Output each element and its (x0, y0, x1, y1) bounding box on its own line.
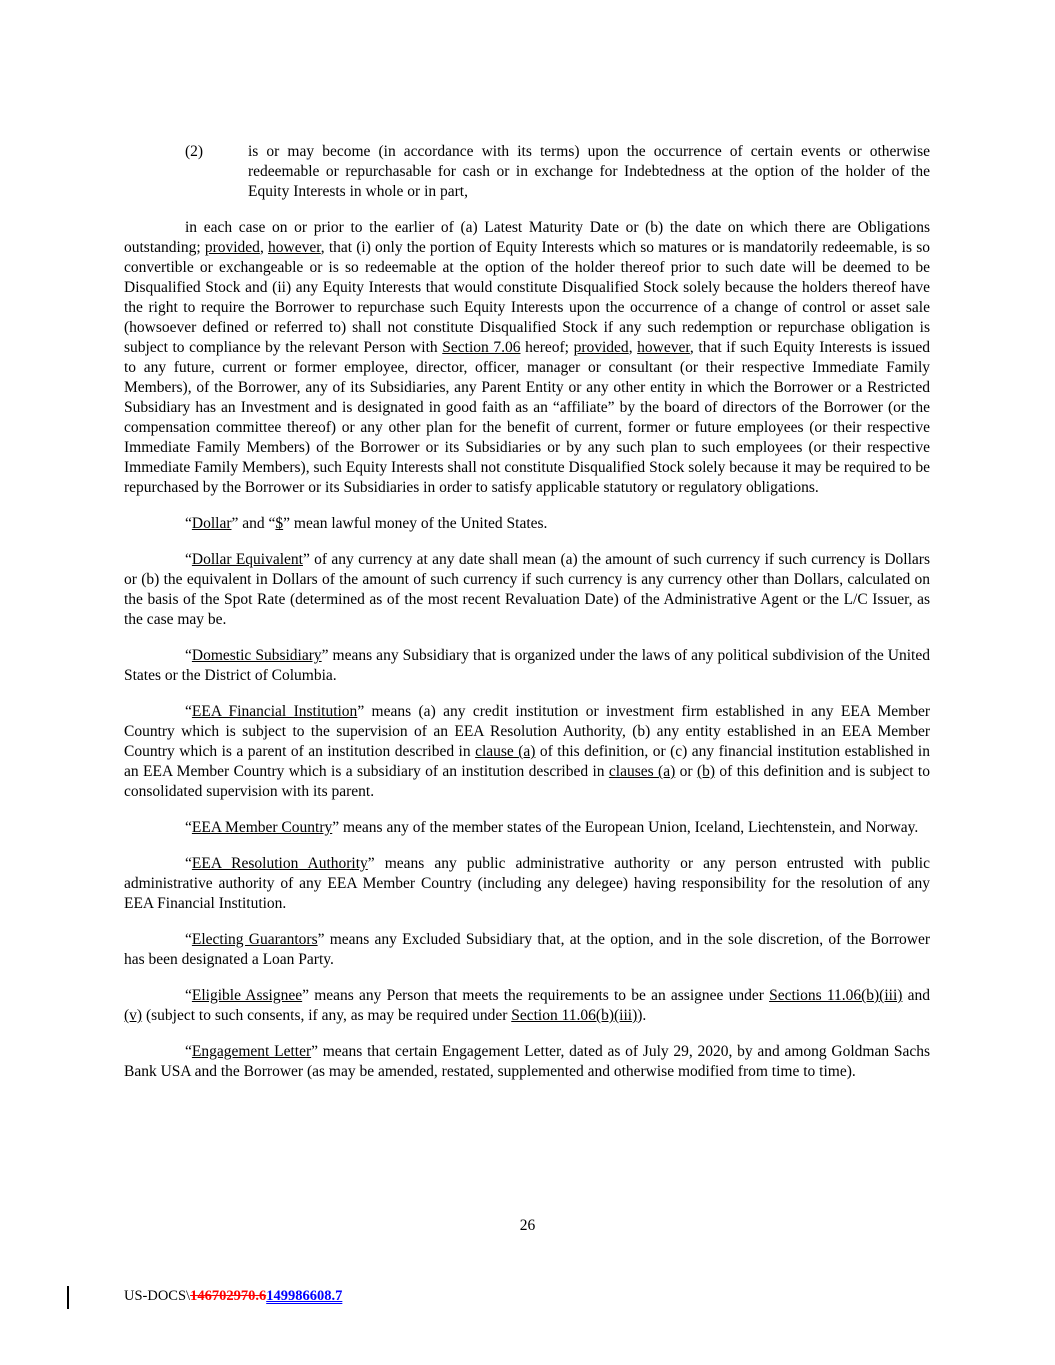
paragraph-definition-eea-member-country (124, 818, 930, 838)
text-run: hereof; (520, 339, 574, 356)
paragraph-definition-engagement-letter (124, 1042, 930, 1082)
text-run: , that if such Equity Interests is issued to any future, current or former employee, director, officer, manager or consultant (or their respective Immediate Family Members), of the Borrower, any of its Subsidiaries, any Parent Entity or any other entity in which the Borrower or a Restricted Subsidiary has an Investment and is designated in good faith as an “affiliate” by the board of directors of the Borrower (or the compensation committee thereof) or any other plan for the benefit of current, former or future employees (or their respective Immediate Family Members) of the Borrower or its Subsidiaries or by any such plan to such employees (or their respective Immediate Family Members), such Equity Interests shall not constitute Disqualified Stock solely because it may be required to be repurchased by the Borrower or its Subsidiaries in order to satisfy applicable statutory or regulatory obligations. (124, 339, 931, 496)
text-run: ” means any Subsidiary that is organized under the laws of any political subdivision of the United States or the District of Columbia. (124, 647, 930, 684)
document-id-inserted: 149986608.7 (266, 1288, 343, 1304)
text-run: of this definition, or (c) any financial institution established in an EEA Member Country which is a subsidiary of an institution described in (124, 743, 930, 780)
text-run: ” means any Person that meets the requirements to be an assignee under (302, 987, 770, 1004)
underlined-term: Dollar (191, 515, 232, 532)
underlined-term: however (637, 339, 690, 356)
text-run: “ (185, 855, 192, 872)
paragraph-definition-eea-resolution-authority (124, 854, 930, 914)
text-run: (subject to such consents, if any, as may be required under (142, 1007, 512, 1024)
paragraph-definition-domestic-subsidiary (124, 646, 930, 686)
underlined-term: Eligible Assignee (191, 987, 303, 1004)
text-run: ” means any public administrative authority or any person entrusted with public administrative authority of any EEA Member Country (including any delegee) having responsibility for the resolution of any EEA Financial Institution. (124, 855, 930, 912)
underlined-term: Section 11.06(b)(iii) (511, 1007, 638, 1024)
document-id-prefix: US-DOCS\ (124, 1288, 191, 1304)
underlined-term: EEA Member Country (191, 819, 333, 836)
text-run: ” means that certain Engagement Letter, dated as of July 29, 2020, by and among Goldman Sachs Bank USA and the Borrower (as may be amended, restated, supplemented and otherwise modified from time to time). (124, 1043, 930, 1080)
underlined-term: Electing Guarantors (191, 931, 318, 948)
paragraph-definition-eligible-assignee (124, 986, 930, 1026)
revision-change-bar (67, 1286, 69, 1309)
text-run: “ (185, 819, 192, 836)
document-id-footer (124, 1287, 342, 1305)
underlined-term: (b) (696, 763, 716, 780)
paragraph-definition-electing-guarantors (124, 930, 930, 970)
text-run: “ (185, 703, 192, 720)
underlined-term: provided (204, 239, 260, 256)
text-run: or (675, 763, 697, 780)
page-number: 26 (519, 1217, 536, 1234)
text-run: ” means any of the member states of the European Union, Iceland, Liechtenstein, and Norway. (332, 819, 919, 836)
underlined-term: (v) (124, 1007, 143, 1024)
text-run: ” means any Excluded Subsidiary that, at the option, and in the sole discretion, of the Borrower has been designated a Loan Party. (124, 931, 930, 968)
paragraph-definition-dollar-equivalent (124, 550, 930, 630)
underlined-term: clause (a) (475, 743, 536, 760)
document-id-deleted: 146702970.6 (190, 1288, 267, 1304)
text-run: of this definition and is subject to consolidated supervision with its parent. (124, 763, 930, 800)
underlined-term: EEA Resolution Authority (191, 855, 368, 872)
text-run: ). (637, 1007, 647, 1024)
text-run: and (902, 987, 931, 1004)
text-run: “ (185, 987, 192, 1004)
underlined-term: $ (275, 515, 284, 532)
underlined-term: EEA Financial Institution (191, 703, 358, 720)
clause-number: (2) (185, 143, 204, 160)
text-run: ” mean lawful money of the United States. (283, 515, 548, 532)
text-run: “ (185, 515, 192, 532)
text-run: ” and “ (231, 515, 276, 532)
text-run: “ (185, 551, 192, 568)
clause-text: is or may become (in accordance with its terms) upon the occurrence of certain events or otherwise redeemable or repurchasable for cash or in exchange for Indebtedness at the option of the holder of the Equity Interests in whole or in part, (248, 143, 930, 200)
paragraph-definition-eea-financial-institution (124, 702, 930, 802)
underlined-term: Dollar Equivalent (191, 551, 303, 568)
underlined-term: Engagement Letter (191, 1043, 312, 1060)
text-run: ” of any currency at any date shall mean (a) the amount of such currency if such currency is Dollars or (b) the equivalent in Dollars of the amount of such currency if such currency is any currency other than Dollars, calculated on the basis of the Spot Rate (determined as of the most recent Revaluation Date) of the Administrative Agent or the L/C Issuer, as the case may be. (124, 551, 930, 628)
text-run: in each case on or prior to the earlier of (a) Latest Maturity Date or (b) the date on which there are Obligations outstanding; (124, 219, 930, 256)
underlined-term: however (268, 239, 321, 256)
text-run: ” means (a) any credit institution or investment firm established in any EEA Member Country which is subject to the supervision of an EEA Resolution Authority, (b) any entity established in an EEA Member Country which is a parent of an institution described in (124, 703, 930, 760)
text-run: , (628, 339, 638, 356)
underlined-term: Section 7.06 (442, 339, 521, 356)
underlined-term: clauses (a) (608, 763, 676, 780)
text-run: “ (185, 931, 192, 948)
paragraph-in-each-case (124, 218, 930, 498)
text-run: “ (185, 647, 192, 664)
paragraph-definition-dollar (124, 514, 930, 534)
numbered-clause-2 (185, 142, 930, 202)
text-run: , that (i) only the portion of Equity Interests which so matures or is mandatorily redeemable, is so convertible or exchangeable or is so redeemable at the option of the holder thereof prior to such date will be deemed to be Disqualified Stock and (ii) any Equity Interests that would constitute Disqualified Stock solely because the holders thereof have the right to require the Borrower to repurchase such Equity Interests upon the occurrence of a change of control or asset sale (howsoever defined or referred to) shall not constitute Disqualified Stock if any such redemption or repurchase obligation is subject to compliance by the relevant Person with (124, 239, 930, 356)
underlined-term: Domestic Subsidiary (191, 647, 322, 664)
underlined-term: provided (573, 339, 629, 356)
underlined-term: Sections 11.06(b)(iii) (769, 987, 903, 1004)
text-run: , (259, 239, 268, 256)
text-run: “ (185, 1043, 192, 1060)
